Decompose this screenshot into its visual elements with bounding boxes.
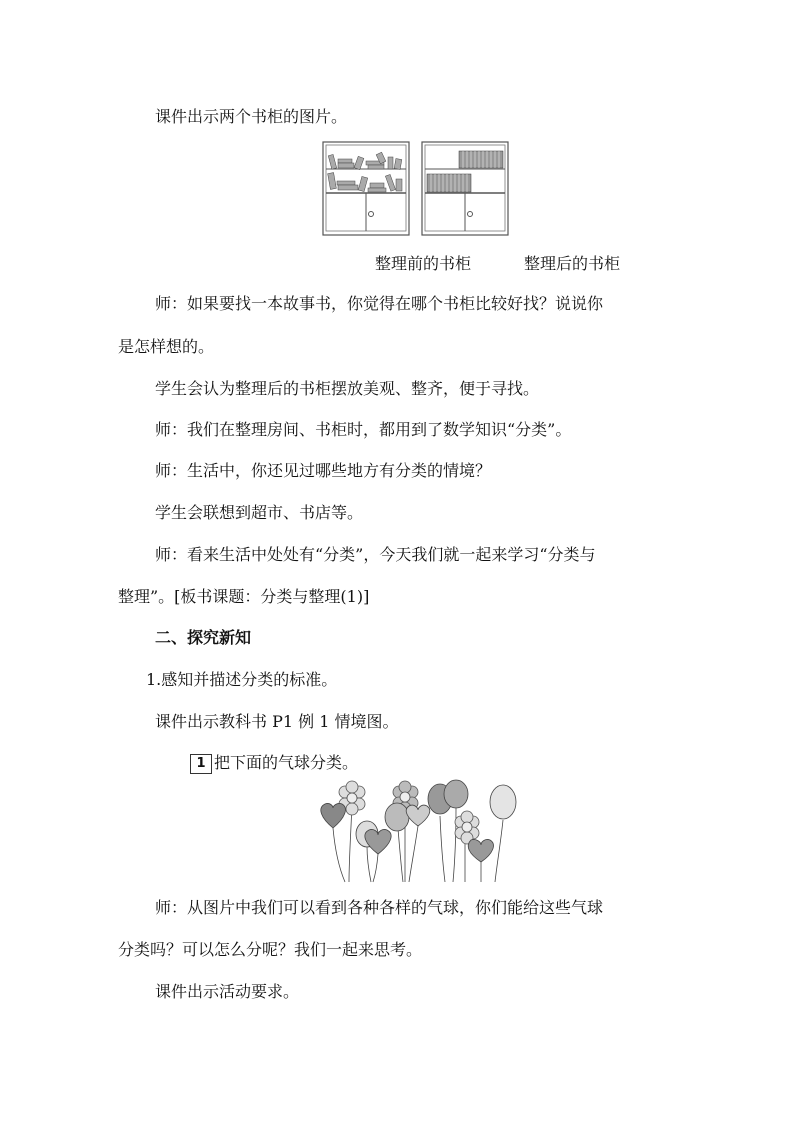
balloons-illustration: [315, 780, 521, 884]
example-title: [190, 752, 358, 774]
paragraph: 课件出示两个书柜的图片。: [155, 107, 348, 126]
paragraph: 课件出示活动要求。: [155, 982, 300, 1001]
bookcase-after-illustration: [421, 141, 509, 236]
paragraph: 分类吗？可以怎么分呢？我们一起来思考。: [118, 940, 423, 959]
paragraph: 师：从图片中我们可以看到各种各样的气球，你们能给这些气球: [155, 898, 604, 917]
bookcase-before-illustration: [322, 141, 410, 236]
paragraph: 课件出示教科书 P1 例 1 情境图。: [155, 712, 399, 731]
section-heading: 二、探究新知: [155, 628, 252, 647]
paragraph: 整理”。[板书课题：分类与整理(1)]: [118, 587, 370, 606]
list-item: 1.感知并描述分类的标准。: [146, 670, 338, 689]
paragraph: 师：如果要找一本故事书，你觉得在哪个书柜比较好找？说说你: [155, 294, 604, 313]
example-number-box: 1: [190, 754, 212, 774]
paragraph: 师：我们在整理房间、书柜时，都用到了数学知识“分类”。: [155, 420, 572, 439]
paragraph: 师：生活中，你还见过哪些地方有分类的情境？: [155, 461, 492, 480]
example-text: 把下面的气球分类。: [214, 753, 359, 772]
paragraph: 是怎样想的。: [118, 337, 215, 356]
paragraph: 师：看来生活中处处有“分类”，今天我们就一起来学习“分类与: [155, 545, 596, 564]
bookcase-after-caption: 整理后的书柜: [524, 254, 621, 273]
paragraph: 学生会联想到超市、书店等。: [155, 503, 364, 522]
bookcase-before-caption: 整理前的书柜: [375, 254, 472, 273]
paragraph: 学生会认为整理后的书柜摆放美观、整齐，便于寻找。: [155, 379, 540, 398]
